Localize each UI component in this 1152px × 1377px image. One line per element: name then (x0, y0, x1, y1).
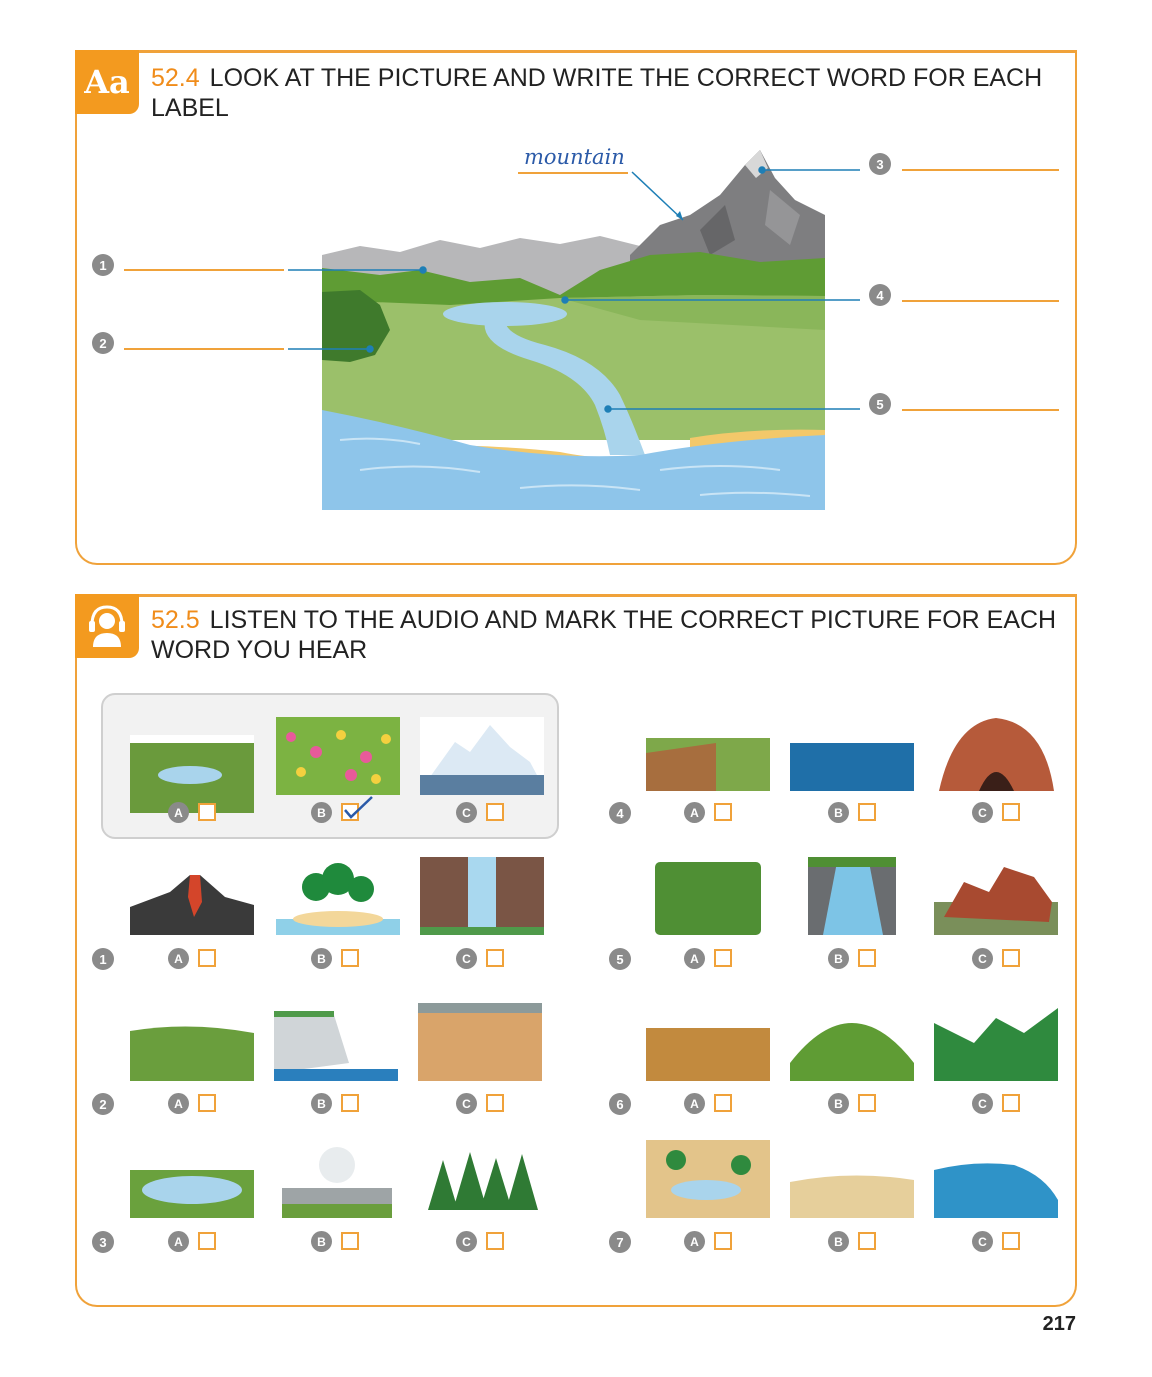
checkbox-2-a[interactable] (198, 1094, 216, 1112)
checkbox-4-a[interactable] (714, 803, 732, 821)
checkbox-3-a[interactable] (198, 1232, 216, 1250)
answer-line-5[interactable] (902, 409, 1059, 411)
thumb-6-b-hill (790, 1003, 914, 1081)
option-letter-c: C (972, 1093, 993, 1114)
checkbox-6-b[interactable] (858, 1094, 876, 1112)
thumb-example-c-iceberg (420, 717, 544, 795)
option-letter-a: A (168, 802, 189, 823)
thumb-1-c-waterfall (420, 857, 544, 935)
row-number-4: 4 (609, 802, 631, 824)
thumb-7-a-oasis (646, 1140, 770, 1218)
answer-line-2[interactable] (124, 348, 284, 350)
thumb-4-c-cave (934, 713, 1058, 791)
row-number-6: 6 (609, 1093, 631, 1115)
thumb-5-c-rocks (934, 857, 1058, 935)
option-letter-b: B (311, 1231, 332, 1252)
example-answer-mountain: mountain (524, 145, 625, 169)
thumb-5-a-hedge (655, 857, 761, 935)
checkbox-5-a[interactable] (714, 949, 732, 967)
row-number-1: 1 (92, 948, 114, 970)
option-letter-c: C (456, 1231, 477, 1252)
option-letter-a: A (684, 948, 705, 969)
checkbox-7-a[interactable] (714, 1232, 732, 1250)
checkbox-example-a[interactable] (198, 803, 216, 821)
answer-line-1[interactable] (124, 269, 284, 271)
option-letter-a: A (168, 948, 189, 969)
exercise-number: 52.5 (151, 606, 200, 634)
example-answer-underline (518, 172, 628, 174)
option-letter-b: B (311, 1093, 332, 1114)
thumb-7-b-desert (790, 1140, 914, 1218)
checkbox-3-b[interactable] (341, 1232, 359, 1250)
checkbox-1-b[interactable] (341, 949, 359, 967)
row-number-3: 3 (92, 1231, 114, 1253)
row-number-2: 2 (92, 1093, 114, 1115)
exercise-instruction-line1: LISTEN TO THE AUDIO AND MARK THE CORRECT PICTURE FOR EACH (209, 606, 1057, 634)
thumb-2-b-cliff (274, 1003, 398, 1081)
option-letter-b: B (828, 802, 849, 823)
checkbox-2-c[interactable] (486, 1094, 504, 1112)
checkbox-7-c[interactable] (1002, 1232, 1020, 1250)
row-number-7: 7 (609, 1231, 631, 1253)
label-number-2: 2 (92, 332, 114, 354)
checkbox-3-c[interactable] (486, 1232, 504, 1250)
exercise-number: 52.4 (151, 64, 200, 92)
option-letter-c: C (456, 948, 477, 969)
thumb-4-b-ocean (790, 713, 914, 791)
option-letter-c: C (972, 1231, 993, 1252)
checkbox-6-c[interactable] (1002, 1094, 1020, 1112)
option-letter-c: C (456, 1093, 477, 1114)
checkbox-5-c[interactable] (1002, 949, 1020, 967)
thumb-3-a-lake (130, 1140, 254, 1218)
exercise-title (151, 605, 1056, 665)
label-number-4: 4 (869, 284, 891, 306)
thumb-7-c-wave (934, 1140, 1058, 1218)
label-number-3: 3 (869, 153, 891, 175)
thumb-2-a-meadow (130, 1003, 254, 1081)
thumb-6-a-cornfield (646, 1003, 770, 1081)
thumb-5-b-rapids (808, 857, 896, 935)
checkmark-icon (341, 794, 375, 820)
vocabulary-badge: Aa (75, 50, 139, 114)
option-letter-a: A (168, 1231, 189, 1252)
option-letter-b: B (828, 948, 849, 969)
option-letter-b: B (311, 802, 332, 823)
headphones-icon (84, 603, 130, 649)
checkbox-1-a[interactable] (198, 949, 216, 967)
label-number-1: 1 (92, 254, 114, 276)
option-letter-c: C (456, 802, 477, 823)
thumb-1-a-volcano (130, 857, 254, 935)
answer-line-3[interactable] (902, 169, 1059, 171)
exercise-instruction: LOOK AT THE PICTURE AND WRITE THE CORRECT WORD FOR EACH LABEL (151, 64, 1043, 122)
option-letter-b: B (828, 1093, 849, 1114)
checkbox-5-b[interactable] (858, 949, 876, 967)
thumb-6-c-valley (934, 1003, 1058, 1081)
thumb-example-a-pond (130, 735, 254, 813)
row-number-5: 5 (609, 948, 631, 970)
thumb-4-a-farmland (646, 713, 770, 791)
checkbox-example-c[interactable] (486, 803, 504, 821)
headphones-badge (75, 594, 139, 658)
checkbox-7-b[interactable] (858, 1232, 876, 1250)
thumb-1-b-island (276, 857, 400, 935)
checkbox-2-b[interactable] (341, 1094, 359, 1112)
thumb-2-c-reeds (418, 1003, 542, 1081)
thumb-3-b-geyser (282, 1140, 392, 1218)
thumb-example-b-flowers (276, 717, 400, 795)
thumb-3-c-forest (418, 1140, 542, 1218)
option-letter-c: C (972, 948, 993, 969)
checkbox-4-c[interactable] (1002, 803, 1020, 821)
option-letter-b: B (828, 1231, 849, 1252)
answer-line-4[interactable] (902, 300, 1059, 302)
label-number-5: 5 (869, 393, 891, 415)
option-letter-a: A (684, 1231, 705, 1252)
page-number: 217 (1042, 1313, 1076, 1335)
option-letter-a: A (684, 1093, 705, 1114)
option-letter-a: A (684, 802, 705, 823)
checkbox-6-a[interactable] (714, 1094, 732, 1112)
option-letter-c: C (972, 802, 993, 823)
option-letter-a: A (168, 1093, 189, 1114)
checkbox-1-c[interactable] (486, 949, 504, 967)
option-letter-b: B (311, 948, 332, 969)
checkbox-4-b[interactable] (858, 803, 876, 821)
exercise-instruction-line2: WORD YOU HEAR (151, 636, 368, 664)
